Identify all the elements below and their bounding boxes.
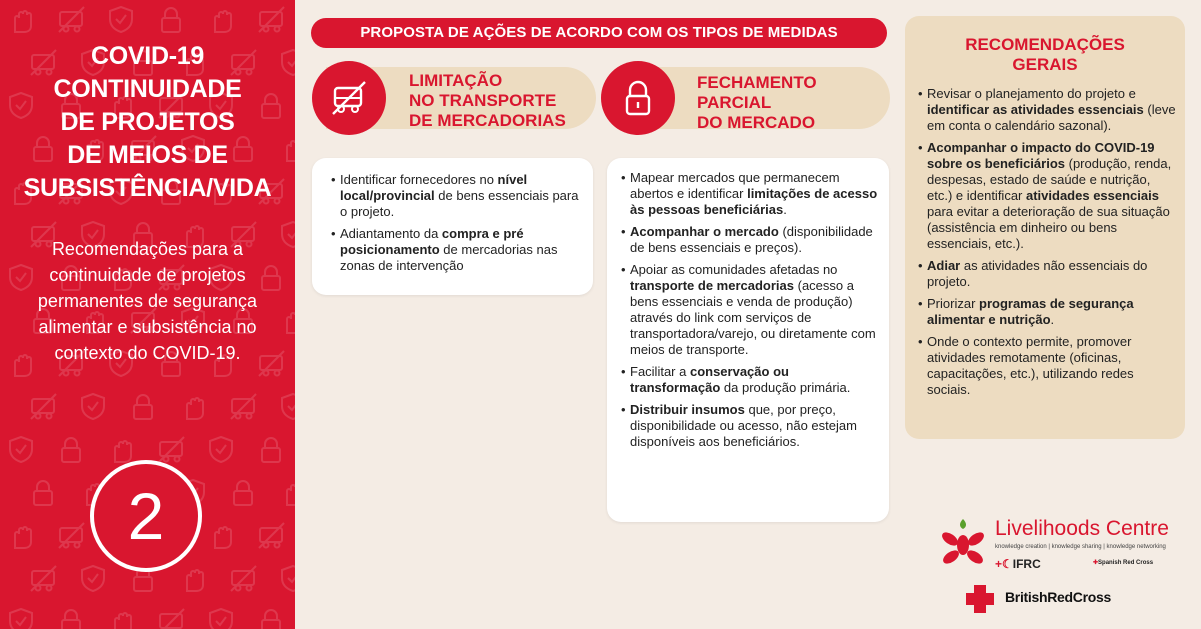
page-subtitle: Recomendações para a continuidade de projetos permanentes de segurança alimentar e subsistência no contexto do COVID-19. (37, 239, 258, 363)
measure-title-line: DE MERCADORIAS (409, 111, 566, 130)
measure-title-line: FECHAMENTO (697, 73, 817, 92)
truck-icon (28, 391, 58, 421)
spanish-red-cross-text: Spanish Red Cross (1098, 560, 1154, 566)
measure-icon-circle (601, 61, 675, 135)
measure-title-line: LIMITAÇÃO (409, 71, 503, 90)
lock-icon (56, 434, 86, 464)
recommendations-list (927, 86, 1177, 404)
truck-icon (28, 563, 58, 593)
truck-icon (56, 520, 86, 550)
list-item (927, 86, 1177, 134)
list-item-text: as atividades não essenciais do projeto. (927, 258, 1148, 289)
red-cross-icon (963, 584, 997, 614)
emphasis-text: programas de segurança alimentar e nutrição (927, 296, 1134, 327)
title-line: CONTINUIDADE (53, 75, 242, 103)
livelihoods-centre-logo (935, 515, 1169, 575)
list-item-text: que, por preço, disponibilidade ou acesso, não estejam disponíveis aos beneficiários. (630, 402, 857, 449)
title-line: DE PROJETOS (60, 108, 235, 136)
list-item-text: Adiantamento da (340, 226, 442, 241)
action-list (630, 170, 882, 456)
red-cross-crescent-icon: +☾ (995, 557, 1013, 571)
title-line: SUBSISTÊNCIA/VIDA (23, 174, 272, 202)
list-item-text: (produção, renda, despesas, estado de saúde e nutrição, etc.) e identificar (927, 156, 1172, 203)
list-item (630, 224, 882, 256)
list-item (927, 296, 1177, 328)
truck-icon (228, 391, 258, 421)
list-item-text: Identificar fornecedores no (340, 172, 498, 187)
shield-icon (6, 606, 36, 629)
truck-icon (156, 434, 186, 464)
list-item-text: para evitar a deterioração de sua situação (assistência em dinheiro ou bens essenciais, etc.). (927, 204, 1170, 251)
emphasis-text: compra e pré posicionamento (340, 226, 524, 257)
hand-icon (206, 4, 236, 34)
emphasis-text: limitações de acesso às pessoas beneficiárias (630, 186, 878, 217)
left-panel (0, 0, 295, 629)
measure-title (409, 71, 566, 131)
title-line: DE MEIOS DE (67, 141, 228, 169)
hand-icon (6, 4, 36, 34)
lock-icon (128, 391, 158, 421)
list-item-text: da produção primária. (720, 380, 851, 395)
shield-icon (106, 4, 136, 34)
lock-icon (256, 434, 286, 464)
action-list (340, 172, 586, 280)
red-cross-icon: ✚ (1093, 560, 1099, 566)
hand-icon (206, 520, 236, 550)
livelihoods-flower-icon (935, 515, 991, 571)
spanish-red-cross-logo (1093, 559, 1153, 566)
lock-icon (28, 477, 58, 507)
emphasis-text: Acompanhar o impacto do COVID-19 sobre os beneficiários (927, 140, 1155, 171)
list-item-text: . (1050, 312, 1055, 327)
list-item-text: . (783, 202, 787, 217)
list-item-text: Mapear mercados que permanecem abertos e identificar (630, 170, 840, 201)
list-item-text: (acesso a bens essenciais e venda de produção) através do link com serviços de transportadora/varejo, ou diretamente com meios de transporte. (630, 278, 876, 357)
measure-actions-card (607, 158, 889, 522)
recommendations-title (905, 35, 1185, 75)
list-item (927, 334, 1177, 398)
truck-crossed-icon (329, 78, 369, 118)
section-banner: PROPOSTA DE AÇÕES DE ACORDO COM OS TIPOS DE MEDIDAS (311, 18, 887, 48)
shield-icon (6, 434, 36, 464)
list-item-text: Onde o contexto permite, promover atividades remotamente (oficinas, capacitações, etc.), utilizando redes sociais. (927, 334, 1134, 397)
hand-icon (178, 391, 208, 421)
emphasis-text: Distribuir insumos (630, 402, 745, 417)
emphasis-text: identificar as atividades essenciais (927, 102, 1144, 117)
shield-icon (206, 606, 236, 629)
hand-icon (106, 606, 136, 629)
hand-icon (278, 477, 295, 507)
list-item-text: Facilitar a (630, 364, 690, 379)
list-item (927, 140, 1177, 252)
british-red-cross-text: BritishRedCross (1005, 589, 1111, 605)
lock-icon (56, 606, 86, 629)
list-item-text: de mercadorias nas zonas de intervenção (340, 242, 558, 273)
shield-icon (78, 391, 108, 421)
list-item (630, 402, 882, 450)
list-item (340, 172, 586, 220)
truck-icon (256, 4, 286, 34)
general-recommendations-panel (905, 16, 1185, 439)
british-red-cross-logo (963, 584, 1163, 614)
list-item-text: Apoiar as comunidades afetadas no (630, 262, 838, 277)
measure-title-line: NO TRANSPORTE (409, 91, 557, 110)
lock-icon (256, 606, 286, 629)
emphasis-text: nível local/provincial (340, 172, 528, 203)
truck-icon (228, 563, 258, 593)
list-item-text: Revisar o planejamento do projeto e (927, 86, 1136, 101)
list-item (630, 364, 882, 396)
lock-icon (228, 477, 258, 507)
truck-icon (256, 520, 286, 550)
measure-title (697, 73, 817, 133)
shield-icon (278, 391, 295, 421)
shield-icon (206, 434, 236, 464)
page-title (0, 40, 295, 205)
list-item (630, 170, 882, 218)
list-item-text: Priorizar (927, 296, 980, 311)
livelihoods-centre-tagline: knowledge creation | knowledge sharing | knowledge networking (995, 544, 1166, 550)
emphasis-text: atividades essenciais (1026, 188, 1159, 203)
emphasis-text: Acompanhar o mercado (630, 224, 779, 239)
measure-icon-circle (312, 61, 386, 135)
truck-icon (56, 4, 86, 34)
list-item (340, 226, 586, 274)
section-number-badge (90, 460, 202, 572)
padlock-icon (618, 78, 658, 118)
measure-title-line: DO MERCADO (697, 113, 816, 132)
ifrc-text: IFRC (1012, 557, 1041, 571)
emphasis-text: transporte de mercadorias (630, 278, 795, 293)
list-item-text: (disponibilidade de bens essenciais e preços). (630, 224, 873, 255)
recommendations-title-line: GERAIS (1012, 55, 1078, 74)
ifrc-logo (995, 557, 1041, 571)
lock-icon (156, 4, 186, 34)
measure-actions-card (312, 158, 593, 295)
shield-icon (278, 563, 295, 593)
list-item (630, 262, 882, 358)
emphasis-text: conservação ou transformação (630, 364, 789, 395)
truck-icon (156, 606, 186, 629)
measure-title-line: PARCIAL (697, 93, 772, 112)
list-item-text: (leve em conta o calendário sazonal). (927, 102, 1176, 133)
list-item (927, 258, 1177, 290)
recommendations-title-line: RECOMENDAÇÕES (965, 35, 1125, 54)
section-number: 2 (127, 479, 165, 553)
livelihoods-centre-name: Livelihoods Centre (995, 517, 1169, 540)
list-item-text: de bens essenciais para o projeto. (340, 188, 579, 219)
title-line: COVID-19 (91, 42, 204, 70)
emphasis-text: Adiar (927, 258, 961, 273)
hand-icon (6, 520, 36, 550)
hand-icon (106, 434, 136, 464)
